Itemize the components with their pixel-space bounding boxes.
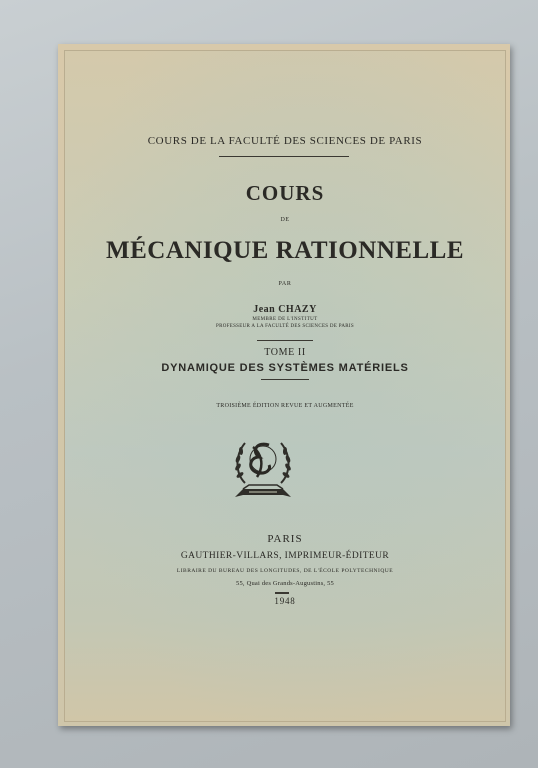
cours-heading: COURS [245,181,325,205]
publisher-libraire: LIBRAIRE DU BUREAU DES LONGITUDES, DE L'ÉCOLE POLYTECHNIQUE [176,568,394,574]
publisher-monogram-wreath-icon [231,431,295,507]
par-word: PAR [278,281,292,287]
edition-note: TROISIÈME ÉDITION REVUE ET AUGMENTÉE [216,403,354,409]
divider-rule [219,156,349,157]
author-position: PROFESSEUR A LA FACULTÉ DES SCIENCES DE PARIS [216,324,354,329]
publisher-city: PARIS [267,533,303,545]
publisher-name: GAUTHIER-VILLARS, IMPRIMEUR-ÉDITEUR [180,551,390,561]
tome-label: TOME II [264,347,306,358]
divider-rule [275,592,289,594]
author-name: Jean CHAZY [253,304,317,315]
de-word: DE [280,217,290,223]
author-member: MEMBRE DE L'INSTITUT [252,317,318,322]
divider-rule [261,379,309,380]
book-cover [64,50,506,722]
volume-subtitle: DYNAMIQUE DES SYSTÈMES MATÉRIELS [161,362,409,374]
series-title: COURS DE LA FACULTÉ DES SCIENCES DE PARIS [147,135,423,147]
divider-rule [257,340,313,341]
publisher-address: 55, Quai des Grands-Augustins, 55 [236,580,334,587]
main-title: MÉCANIQUE RATIONNELLE [106,237,464,264]
publication-year: 1948 [274,596,296,606]
